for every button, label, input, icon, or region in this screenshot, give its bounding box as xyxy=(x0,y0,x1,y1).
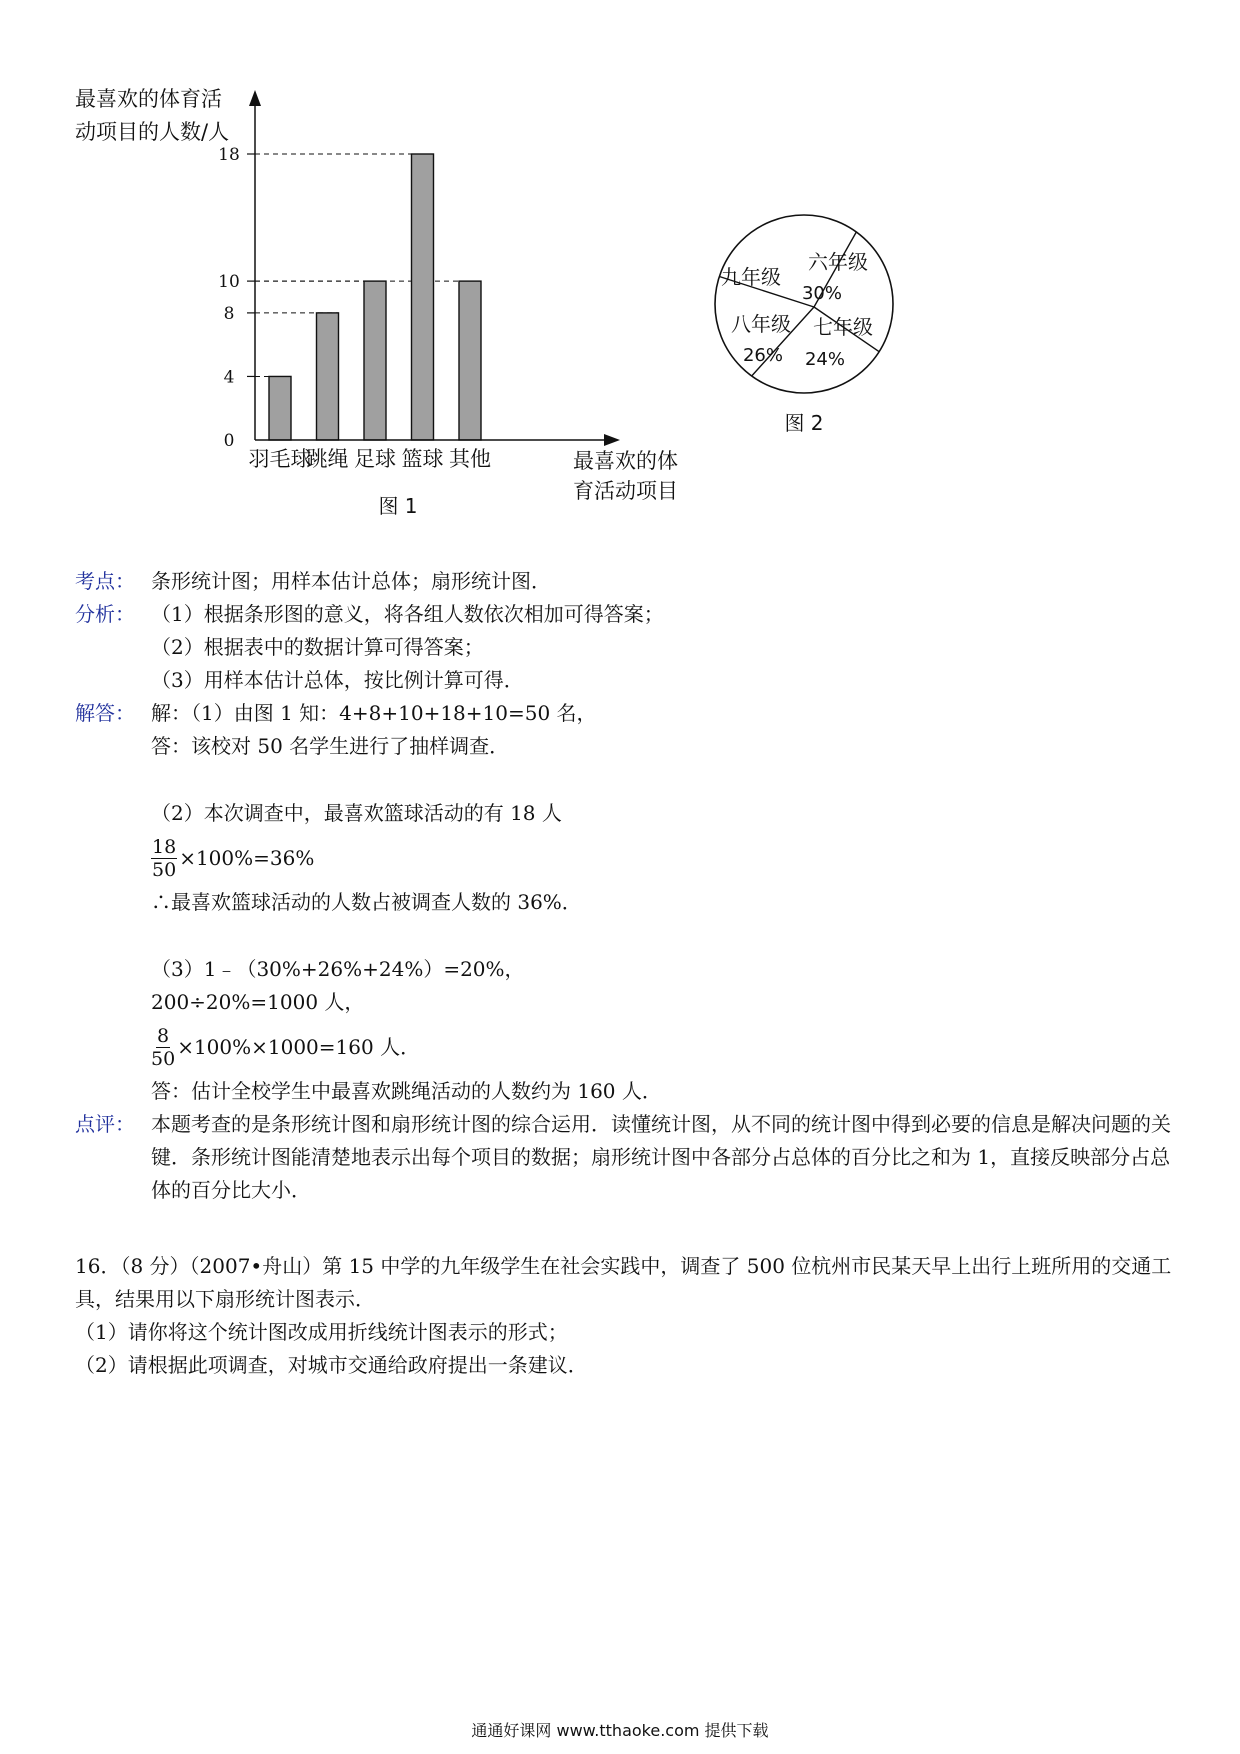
part3-fraction-line xyxy=(75,1019,1175,1075)
kaodian-row xyxy=(75,565,1175,598)
x-tick-其他: 其他 xyxy=(449,447,491,471)
pie-caption: 图 2 xyxy=(784,411,824,435)
pie-value-grade6: 30% xyxy=(801,283,843,304)
part2-fraction-rest: ×100%=36% xyxy=(179,845,315,870)
dianping-text: 本题考查的是条形统计图和扇形统计图的综合运用．读懂统计图，从不同的统计图中得到必要的信息是解决问题的关键．条形统计图能清楚地表示出每个项目的数据；扇形统计图中各部分占总体的百分比之和为 1，直接反映部分占总体的百分比大小． xyxy=(151,1112,1171,1202)
y-axis-arrow xyxy=(249,90,261,106)
part2-line-1: （2）本次调查中，最喜欢篮球活动的有 18 人 xyxy=(151,801,562,825)
y-tick-18: 18 xyxy=(218,145,240,165)
x-tick-跳绳: 跳绳 xyxy=(306,447,349,471)
fenxi-line-1: （1）根据条形图的意义，将各组人数依次相加可得答案； xyxy=(151,602,664,626)
fenxi-line-2: （2）根据表中的数据计算可得答案； xyxy=(151,635,484,659)
bar-series xyxy=(269,154,481,440)
bar-跳绳 xyxy=(317,313,339,440)
chart-caption: 图 1 xyxy=(378,494,418,518)
y-tick-labels xyxy=(218,145,255,451)
x-tick-羽毛球: 羽毛球 xyxy=(248,447,312,471)
problem-question-2: （2）请根据此项调查，对城市交通给政府提出一条建议． xyxy=(75,1353,588,1377)
x-tick-篮球: 篮球 xyxy=(401,447,444,471)
jieda-row xyxy=(75,697,1175,730)
fraction-numerator: 18 xyxy=(152,835,177,858)
kaodian-label: 考点： xyxy=(75,569,135,593)
y-axis-label-line2: 动项目的人数/人 xyxy=(75,120,230,144)
fraction-denominator: 50 xyxy=(152,858,177,881)
pie-label-grade7: 七年级 xyxy=(813,315,873,339)
fraction-numerator: 8 xyxy=(157,1024,170,1047)
x-tick-足球: 足球 xyxy=(354,447,396,471)
problem-16 xyxy=(75,1250,1175,1382)
page-footer: 通通好课网 www.tthaoke.com 提供下载 xyxy=(471,1721,769,1740)
y-tick-0: 0 xyxy=(223,431,235,451)
solution-section xyxy=(75,565,1175,1207)
problem-question-1: （1）请你将这个统计图改成用折线统计图表示的形式； xyxy=(75,1320,568,1344)
jieda-line-2: 答：该校对 50 名学生进行了抽样调查． xyxy=(151,734,510,758)
bar-其他 xyxy=(459,281,481,440)
fenxi-line-3: （3）用样本估计总体，按比例计算可得． xyxy=(151,668,524,692)
part3-line-1: （3）1﹣（30%+26%+24%）=20%， xyxy=(151,957,525,981)
jieda-label: 解答： xyxy=(75,701,135,725)
bar-篮球 xyxy=(412,154,434,440)
x-tick-labels xyxy=(249,447,492,471)
part3-line-2: 200÷20%=1000 人， xyxy=(151,990,365,1014)
fraction-denominator: 50 xyxy=(151,1047,176,1070)
pie-value-grade8: 26% xyxy=(742,345,784,366)
part2-line-3: ∴最喜欢篮球活动的人数占被调查人数的 36%． xyxy=(151,890,582,914)
x-axis-label-line1: 最喜欢的体 xyxy=(573,449,678,473)
x-axis-arrow xyxy=(604,434,620,446)
pie-chart xyxy=(700,210,910,450)
part2-fraction-line xyxy=(75,830,1175,886)
part3-fraction-rest: ×100%×1000=160 人． xyxy=(177,1034,421,1059)
y-tick-8: 8 xyxy=(223,303,235,324)
problem-stem: 16．（8 分）（2007•舟山）第 15 中学的九年级学生在社会实践中，调查了 500 位杭州市民某天早上出行上班所用的交通工具，结果用以下扇形统计图表示． xyxy=(75,1254,1172,1311)
bar-足球 xyxy=(364,281,386,440)
fraction-18-50 xyxy=(151,836,177,881)
dianping-label: 点评： xyxy=(75,1112,135,1136)
pie-value-grade7: 24% xyxy=(804,349,846,370)
fenxi-row xyxy=(75,598,1175,631)
pie-label-grade8: 八年级 xyxy=(731,312,791,336)
dianping-row xyxy=(75,1108,1175,1207)
y-axis-label-line1: 最喜欢的体育活 xyxy=(75,87,222,111)
jieda-line-1: 解：（1）由图 1 知：4+8+10+18+10=50 名， xyxy=(151,701,597,725)
part3-line-4: 答：估计全校学生中最喜欢跳绳活动的人数约为 160 人． xyxy=(151,1079,662,1103)
y-tick-10: 10 xyxy=(218,272,240,293)
pie-label-grade6: 六年级 xyxy=(808,250,868,274)
x-axis-label-line2: 育活动项目 xyxy=(573,479,678,503)
kaodian-text: 条形统计图；用样本估计总体；扇形统计图． xyxy=(151,569,551,593)
fenxi-label: 分析： xyxy=(75,602,135,626)
bar-chart xyxy=(70,80,690,520)
bar-羽毛球 xyxy=(269,376,291,440)
pie-label-grade9: 九年级 xyxy=(721,265,781,289)
y-tick-4: 4 xyxy=(223,367,235,388)
fraction-8-50 xyxy=(151,1025,175,1070)
